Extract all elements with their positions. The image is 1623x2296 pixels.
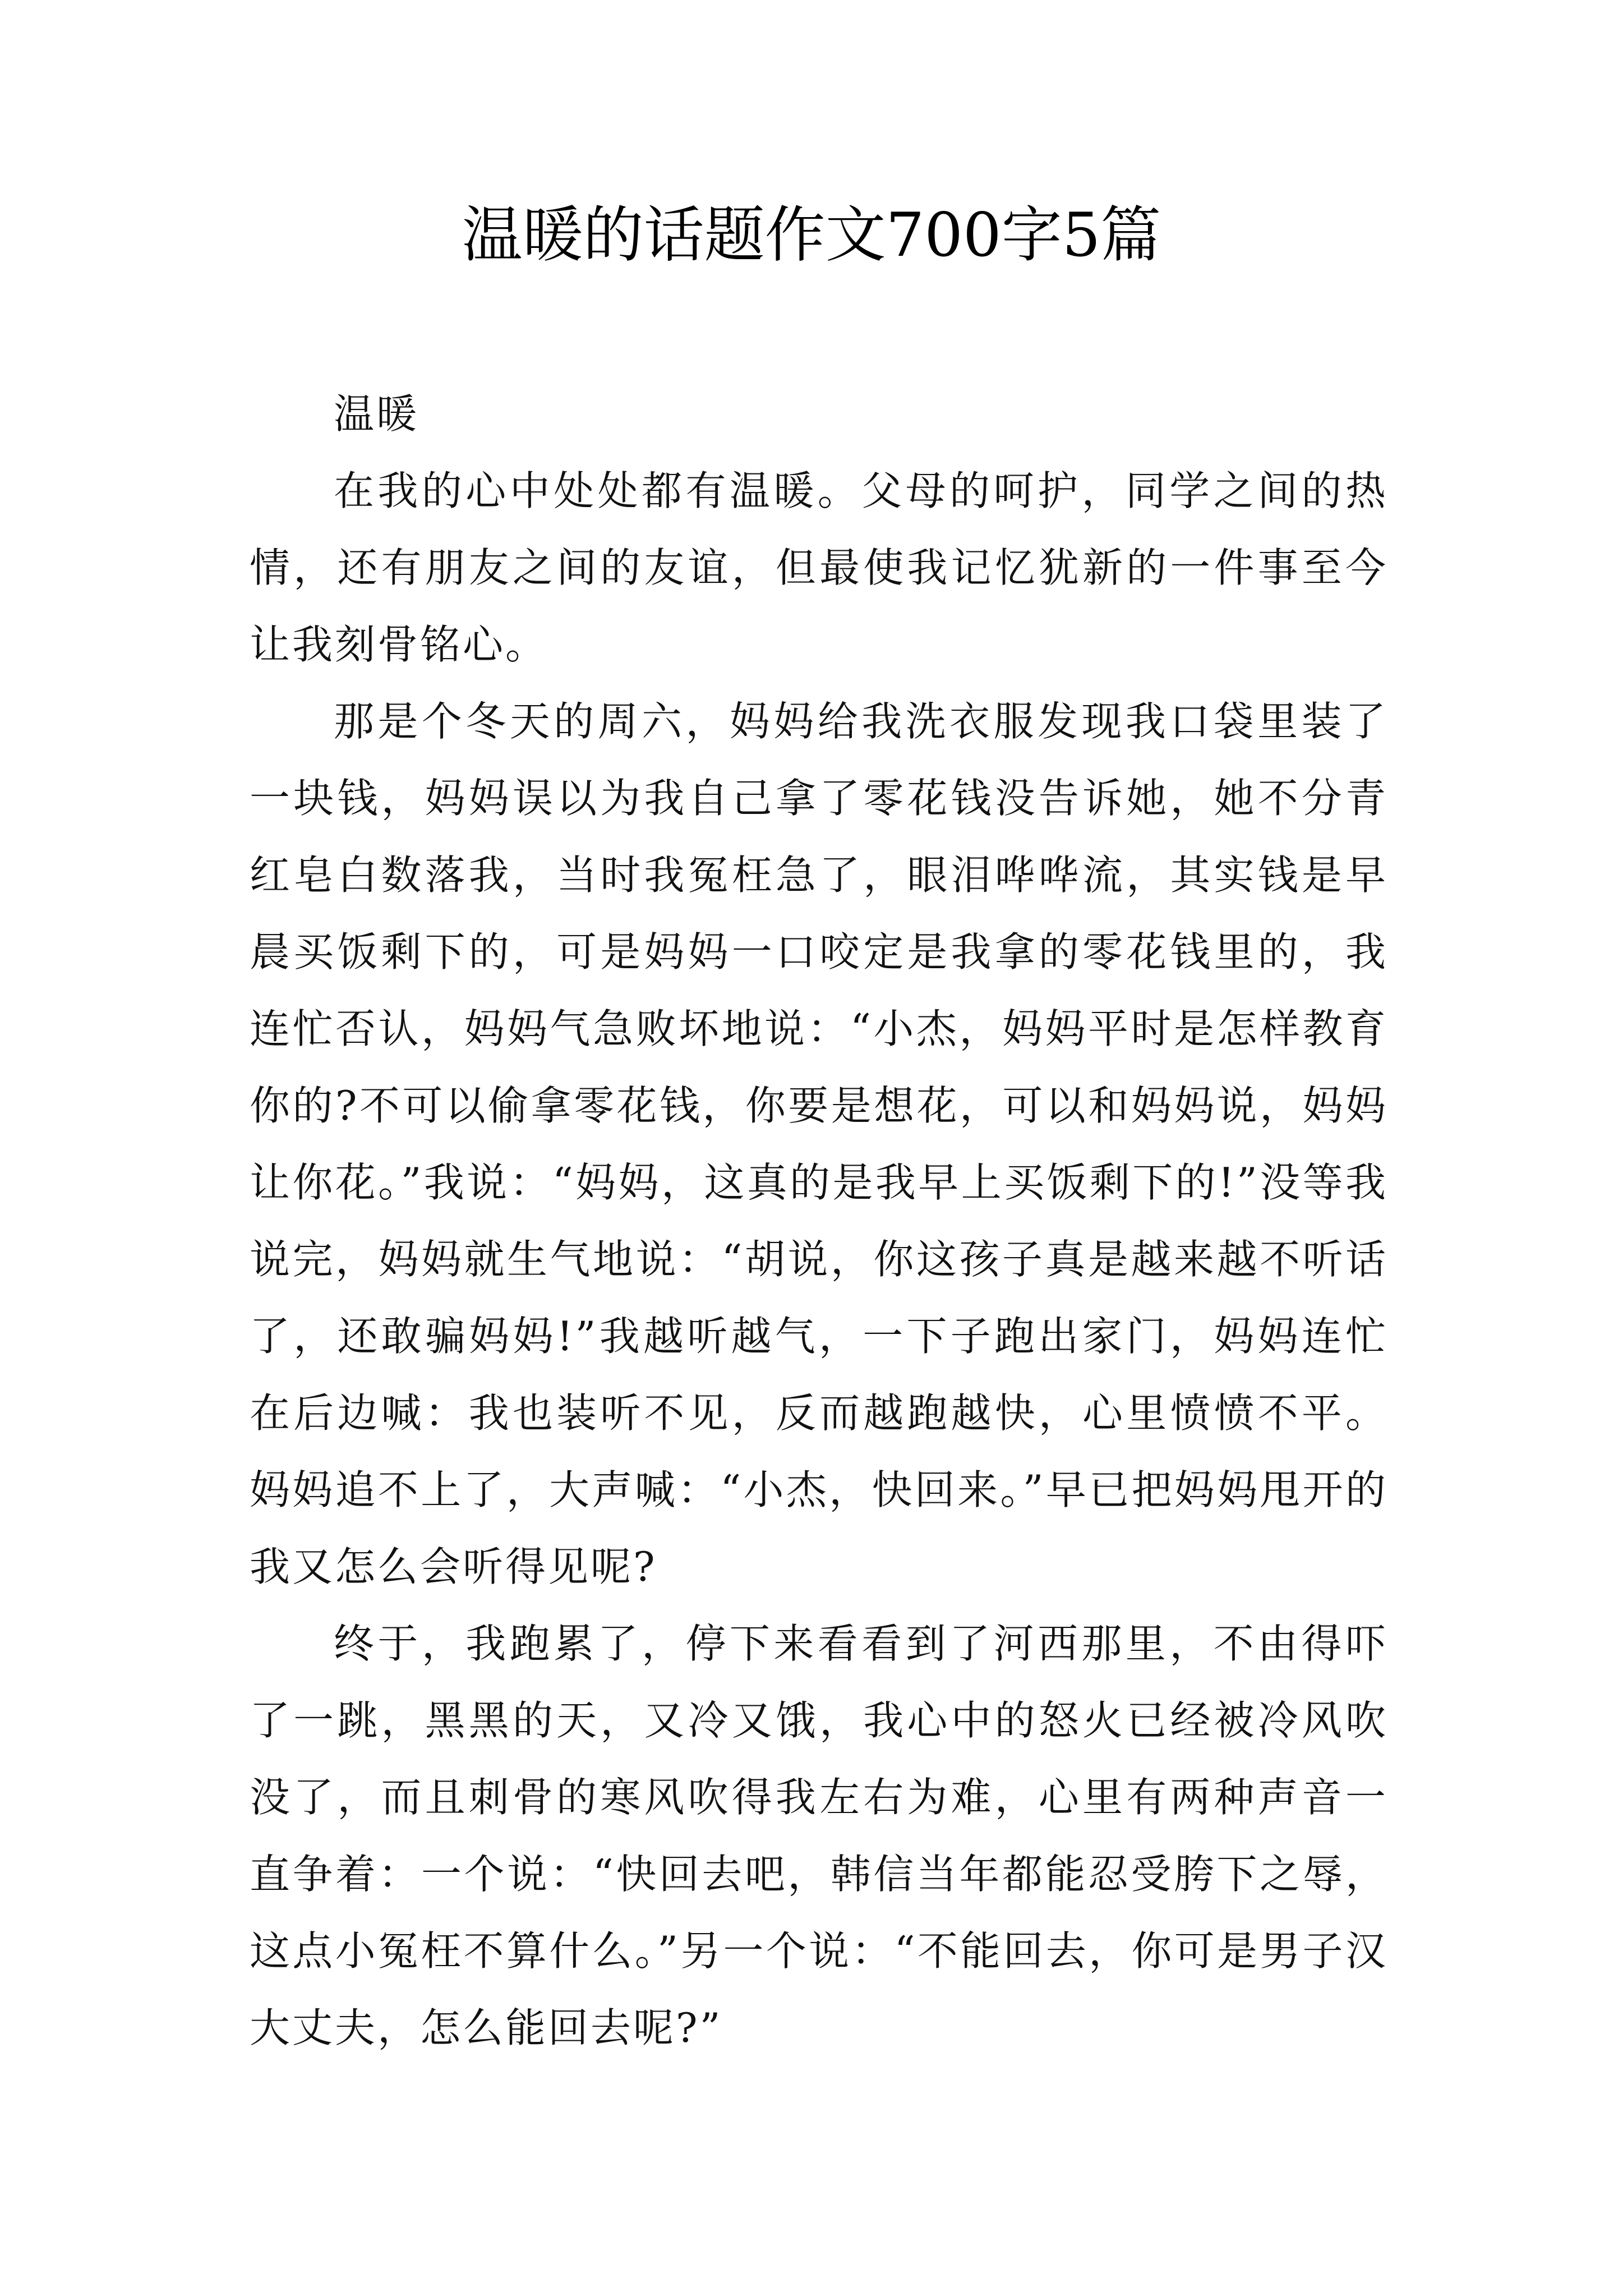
paragraph: 在我的心中处处都有温暖。父母的呵护，同学之间的热情，还有朋友之间的友谊，但最使我记忆犹新的一件事至今让我刻骨铭心。 <box>250 467 1388 668</box>
paragraph: 那是个冬天的周六，妈妈给我洗衣服发现我口袋里装了一块钱，妈妈误以为我自己拿了零花钱没告诉她，她不分青红皂白数落我，当时我冤枉急了，眼泪哗哗流，其实钱是早晨买饭剩下的，可是妈妈一口咬定是我拿的零花钱里的，我连忙否认，妈妈气急败坏地说：“小杰，妈妈平时是怎样教育你的?不可以偷拿零花钱，你要是想花，可以和妈妈说，妈妈让你花。”我说：“妈妈，这真的是我早上买饭剩下的!”没等我说完，妈妈就生气地说：“胡说，你这孩子真是越来越不听话了，还敢骗妈妈!”我越听越气，一下子跑出家门，妈妈连忙在后边喊：我也装听不见，反而越跑越快，心里愤愤不平。妈妈追不上了，大声喊：“小杰，快回来。”早已把妈妈甩开的我又怎么会听得见呢? <box>250 698 1388 1590</box>
paragraph: 终于，我跑累了，停下来看看到了河西那里，不由得吓了一跳，黑黑的天，又冷又饿，我心中的怒火已经被冷风吹没了，而且刺骨的寒风吹得我左右为难，心里有两种声音一直争着：一个说：“快回去吧，韩信当年都能忍受胯下之辱，这点小冤枉不算什么。”另一个说：“不能回去，你可是男子汉大丈夫，怎么能回去呢?” <box>250 1620 1388 2051</box>
document-body <box>250 376 1388 2067</box>
document-title: 温暖的话题作文700字5篇 <box>462 200 1161 270</box>
paragraph-heading: 温暖 <box>334 390 419 438</box>
